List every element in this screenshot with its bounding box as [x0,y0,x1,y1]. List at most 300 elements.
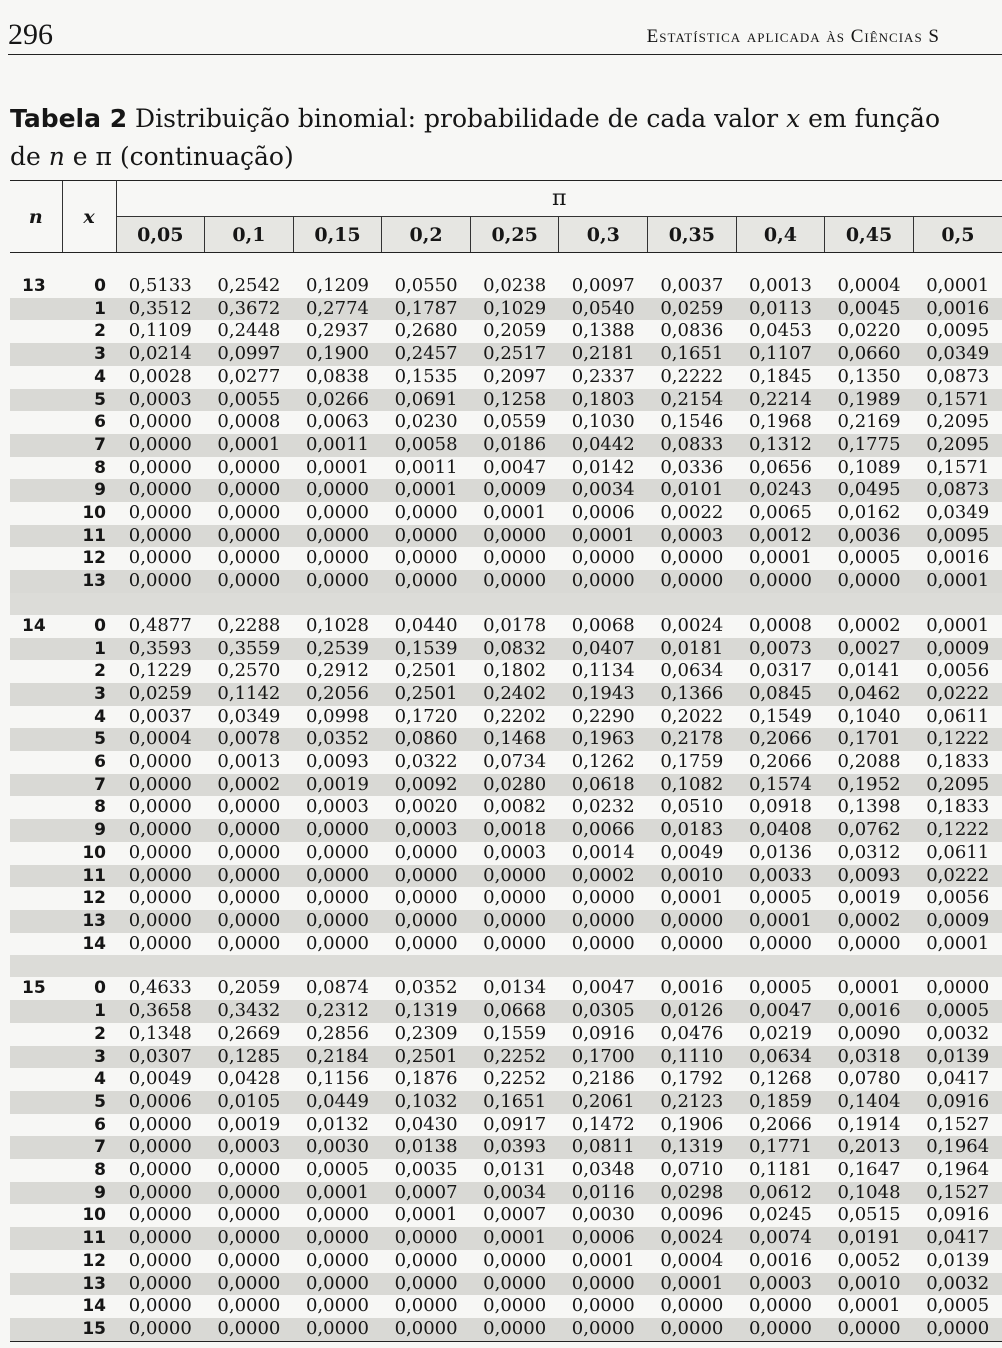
probability-cell: 0,0000 [483,932,547,954]
x-value-cell: 7 [62,1136,116,1159]
probability-cell: 0,0634 [736,1046,825,1069]
probability-cell: 0,0305 [559,1000,648,1023]
probability-cell: 0,0000 [116,479,205,502]
probability-cell: 0,0000 [205,1227,294,1250]
probability-cell: 0,0000 [116,525,205,548]
probability-cell: 0,0001 [470,1227,559,1250]
n-value-cell [10,1159,62,1182]
probability-cell: 0,0024 [660,614,724,636]
caption-text-3: de [10,142,49,171]
probability-cell: 0,0045 [825,298,914,321]
probability-cell: 0,0710 [660,1159,724,1181]
probability-cell: 0,0131 [483,1159,547,1181]
probability-cell: 0,0449 [293,1091,382,1114]
probability-cell: 0,2539 [293,638,382,661]
probability-cell: 0,0001 [736,910,825,933]
probability-cell: 0,0001 [382,479,471,502]
probability-cell: 0,0011 [293,434,382,457]
table-row [10,615,1002,638]
probability-cell: 0,1107 [736,343,825,366]
probability-cell: 0,0000 [128,751,192,773]
probability-cell: 0,0004 [116,728,205,751]
probability-cell: 0,1319 [382,1000,471,1023]
probability-cell: 0,0000 [128,1159,192,1181]
probability-cell: 0,0222 [913,683,1002,706]
probability-cell: 0,0916 [571,1022,635,1044]
probability-cell: 0,2059 [483,320,547,342]
n-value-cell [10,1046,62,1069]
probability-cell: 0,0515 [837,1204,901,1226]
probability-cell: 0,1350 [837,365,901,387]
probability-cell: 0,4633 [128,977,192,999]
pi-value-header: 0,5 [913,217,1002,253]
probability-cell: 0,0259 [648,298,737,321]
probability-cell: 0,0019 [837,887,901,909]
probability-cell: 0,0000 [128,547,192,569]
n-value-cell [10,933,62,956]
probability-cell: 0,0000 [116,1227,205,1250]
table-row [10,457,1002,480]
probability-cell: 0,4877 [128,614,192,636]
probability-cell: 0,0352 [394,977,458,999]
n-value-cell [10,774,62,797]
page-header [0,0,1002,56]
table-row [10,887,1002,910]
probability-cell: 0,0003 [205,1136,294,1159]
x-value-cell: 8 [94,1160,106,1181]
x-value-cell: 6 [94,1114,106,1135]
probability-cell: 0,0016 [926,547,990,569]
probability-cell: 0,0000 [116,434,205,457]
probability-cell: 0,1900 [293,343,382,366]
probability-cell: 0,0811 [559,1136,648,1159]
probability-cell: 0,0005 [926,1295,990,1317]
probability-cell: 0,0001 [837,977,901,999]
probability-cell: 0,0000 [559,570,648,593]
probability-cell: 0,0266 [293,389,382,412]
probability-cell: 0,0008 [217,411,281,433]
table-row [10,1182,1002,1205]
probability-cell: 0,3672 [205,298,294,321]
probability-cell: 0,0000 [382,1273,471,1296]
table-row [10,298,1002,321]
probability-cell: 0,0001 [571,1249,635,1271]
probability-cell: 0,2184 [293,1046,382,1069]
n-value-cell [10,525,62,548]
probability-cell: 0,2252 [470,1046,559,1069]
probability-cell: 0,0047 [571,977,635,999]
probability-cell: 0,0001 [293,1182,382,1205]
probability-cell: 0,1539 [382,638,471,661]
pi-value-header: 0,15 [293,217,382,253]
probability-cell: 0,0277 [217,365,281,387]
probability-cell: 0,1181 [748,1159,812,1181]
column-header-x: x [62,181,116,253]
table-row [10,1091,1002,1114]
probability-cell: 0,0000 [660,547,724,569]
probability-cell: 0,1030 [571,411,635,433]
table-row [10,1068,1002,1091]
probability-cell: 0,0000 [293,819,382,842]
probability-cell: 0,1943 [559,683,648,706]
probability-cell: 0,0000 [382,570,471,593]
probability-cell: 0,0873 [926,365,990,387]
group-separator-cell [10,955,1002,977]
probability-cell: 0,0000 [217,932,281,954]
probability-cell: 0,5133 [128,275,192,296]
probability-cell: 0,1472 [571,1113,635,1135]
probability-cell: 0,2066 [736,728,825,751]
probability-cell: 0,0873 [913,479,1002,502]
probability-cell: 0,0005 [837,547,901,569]
table-caption [10,100,1000,176]
probability-cell: 0,0126 [648,1000,737,1023]
probability-cell: 0,0408 [736,819,825,842]
probability-cell: 0,0065 [748,502,812,524]
x-value-cell: 3 [62,1046,116,1069]
probability-cell: 0,1156 [305,1068,369,1090]
probability-cell: 0,0000 [483,547,547,569]
probability-cell: 0,2501 [382,1046,471,1069]
probability-cell: 0,0349 [926,502,990,524]
probability-cell: 0,0000 [926,977,990,999]
probability-cell: 0,0000 [483,1249,547,1271]
probability-cell: 0,0000 [305,887,369,909]
probability-cell: 0,0220 [837,320,901,342]
probability-cell: 0,0030 [571,1204,635,1226]
x-value-cell: 9 [62,1182,116,1205]
probability-cell: 0,0668 [470,1000,559,1023]
probability-cell: 0,0090 [837,1022,901,1044]
probability-cell: 0,1859 [736,1091,825,1114]
probability-cell: 0,0047 [483,456,547,478]
probability-cell: 0,0000 [293,479,382,502]
probability-cell: 0,0476 [660,1022,724,1044]
probability-cell: 0,0068 [571,614,635,636]
pi-value-header: 0,35 [648,217,737,253]
probability-cell: 0,1651 [648,343,737,366]
probability-cell: 0,0003 [648,525,737,548]
x-value-cell: 14 [82,933,106,954]
page-number: 296 [8,18,53,51]
probability-cell: 0,0012 [736,525,825,548]
probability-cell: 0,1651 [470,1091,559,1114]
pi-value-header: 0,4 [736,217,825,253]
probability-cell: 0,0032 [926,1022,990,1044]
probability-cell: 0,1535 [394,365,458,387]
probability-cell: 0,0000 [205,1318,294,1341]
pi-value-header: 0,25 [470,217,559,253]
probability-cell: 0,0052 [837,1249,901,1271]
probability-cell: 0,1110 [648,1046,737,1069]
table-row [10,1000,1002,1023]
x-value-cell: 4 [94,1069,106,1090]
probability-cell: 0,0417 [926,1068,990,1090]
probability-cell: 0,0056 [926,887,990,909]
n-value-cell [10,434,62,457]
probability-cell: 0,0186 [470,434,559,457]
probability-cell: 0,2088 [837,751,901,773]
probability-cell: 0,0006 [116,1091,205,1114]
x-value-cell: 12 [82,548,106,569]
x-value-cell: 2 [94,661,106,682]
probability-cell: 0,0336 [660,456,724,478]
table-header [10,181,1002,253]
probability-cell: 0,0000 [217,502,281,524]
probability-cell: 0,0000 [116,865,205,888]
x-value-cell: 6 [94,752,106,773]
probability-cell: 0,0037 [660,275,724,296]
probability-cell: 0,0006 [571,502,635,524]
table-row [10,819,1002,842]
probability-cell: 0,0007 [382,1182,471,1205]
probability-cell: 0,1845 [748,365,812,387]
probability-cell: 0,0004 [837,275,901,296]
probability-cell: 0,0005 [913,1000,1002,1023]
table-row [10,1046,1002,1069]
n-value-cell [10,502,62,525]
probability-cell: 0,0417 [913,1227,1002,1250]
probability-cell: 0,0001 [913,570,1002,593]
table-row [10,1227,1002,1250]
probability-cell: 0,0000 [128,887,192,909]
probability-cell: 0,0000 [483,1295,547,1317]
probability-cell: 0,0132 [305,1113,369,1135]
probability-cell: 0,0000 [128,1204,192,1226]
probability-cell: 0,0178 [483,614,547,636]
probability-cell: 0,0000 [128,1113,192,1135]
probability-cell: 0,1348 [128,1022,192,1044]
probability-cell: 0,0348 [571,1159,635,1181]
table-row [10,1250,1002,1273]
table-row [10,1273,1002,1296]
probability-cell: 0,0134 [483,977,547,999]
probability-cell: 0,0833 [648,434,737,457]
caption-label: Tabela 2 [10,104,128,133]
probability-cell: 0,0036 [825,525,914,548]
probability-cell: 0,0000 [382,1318,471,1341]
probability-cell: 0,0009 [470,479,559,502]
probability-cell: 0,0000 [128,796,192,818]
x-value-cell: 5 [62,728,116,751]
probability-cell: 0,0139 [926,1249,990,1271]
probability-cell: 0,0219 [748,1022,812,1044]
probability-cell: 0,0095 [913,525,1002,548]
probability-cell: 0,2022 [660,705,724,727]
probability-cell: 0,1771 [736,1136,825,1159]
probability-cell: 0,1082 [648,774,737,797]
probability-cell: 0,0000 [116,1318,205,1341]
probability-cell: 0,0691 [382,389,471,412]
probability-cell: 0,0317 [748,660,812,682]
probability-cell: 0,1319 [648,1136,737,1159]
probability-cell: 0,1802 [483,660,547,682]
caption-n-symbol: n [48,142,65,171]
x-value-cell: 8 [94,797,106,818]
probability-cell: 0,2186 [571,1068,635,1090]
running-head: Estatística aplicada às Ciências S [646,26,940,47]
probability-cell: 0,0001 [926,932,990,954]
probability-cell: 0,0000 [470,525,559,548]
pi-value-header: 0,05 [116,217,205,253]
table-row [10,683,1002,706]
probability-cell: 0,0032 [913,1273,1002,1296]
probability-cell: 0,0001 [660,887,724,909]
header-rule [8,54,1002,55]
probability-cell: 0,0019 [217,1113,281,1135]
probability-cell: 0,0245 [748,1204,812,1226]
probability-cell: 0,0430 [394,1113,458,1135]
table-row [10,865,1002,888]
probability-cell: 0,0004 [660,1249,724,1271]
x-value-cell: 12 [82,1250,106,1271]
probability-cell: 0,0001 [305,456,369,478]
probability-cell: 0,0010 [648,865,737,888]
table-row [10,1023,1002,1046]
pi-value-header: 0,1 [205,217,294,253]
probability-cell: 0,0034 [559,479,648,502]
n-value-cell [10,1136,62,1159]
probability-cell: 0,1775 [825,434,914,457]
probability-cell: 0,0318 [825,1046,914,1069]
probability-cell: 0,0000 [571,1295,635,1317]
probability-cell: 0,0000 [382,910,471,933]
probability-cell: 0,0618 [559,774,648,797]
n-value-cell [10,796,62,819]
probability-cell: 0,0000 [748,1295,812,1317]
n-value-cell [10,298,62,321]
probability-cell: 0,0000 [217,1159,281,1181]
probability-cell: 0,0191 [825,1227,914,1250]
table-row [10,977,1002,1000]
probability-cell: 0,1968 [748,411,812,433]
probability-cell: 0,0000 [736,570,825,593]
probability-cell: 0,0000 [128,1295,192,1317]
probability-cell: 0,0034 [470,1182,559,1205]
n-value-cell [10,457,62,480]
table-row [10,910,1002,933]
probability-cell: 0,1720 [394,705,458,727]
probability-cell: 0,0003 [382,819,471,842]
x-value-cell: 2 [94,1023,106,1044]
probability-cell: 0,0917 [483,1113,547,1135]
x-value-cell: 5 [62,389,116,412]
probability-cell: 0,0259 [116,683,205,706]
probability-cell: 0,1312 [736,434,825,457]
column-header-n: n [10,181,62,253]
probability-cell: 0,2066 [748,1113,812,1135]
table-row [10,1136,1002,1159]
probability-cell: 0,0019 [293,774,382,797]
probability-cell: 0,0000 [128,502,192,524]
x-value-cell: 10 [82,503,106,524]
n-value-cell [10,1068,62,1091]
probability-cell: 0,1701 [825,728,914,751]
probability-cell: 0,0000 [648,570,737,593]
probability-cell: 0,0082 [483,796,547,818]
n-value-cell [10,638,62,661]
n-value-cell [10,1182,62,1205]
n-value-cell [10,1204,62,1227]
probability-cell: 0,0000 [825,1318,914,1341]
x-value-cell: 9 [62,479,116,502]
probability-cell: 0,0611 [926,705,990,727]
probability-cell: 0,2669 [217,1022,281,1044]
probability-cell: 0,0002 [837,614,901,636]
probability-cell: 0,0000 [382,525,471,548]
probability-cell: 0,0000 [217,456,281,478]
probability-cell: 0,2288 [217,614,281,636]
probability-cell: 0,0022 [660,502,724,524]
pi-value-header: 0,3 [559,217,648,253]
x-value-cell: 0 [94,978,106,999]
probability-cell: 0,2095 [913,434,1002,457]
n-value-cell [10,1295,62,1318]
n-value-cell [10,660,62,683]
probability-cell: 0,3658 [116,1000,205,1023]
probability-cell: 0,0055 [205,389,294,412]
probability-cell: 0,0000 [116,774,205,797]
probability-cell: 0,1792 [660,1068,724,1090]
n-value-cell [10,1023,62,1046]
probability-cell: 0,0162 [837,502,901,524]
probability-cell: 0,1833 [926,796,990,818]
probability-cell: 0,0005 [748,977,812,999]
probability-cell: 0,0001 [483,502,547,524]
probability-cell: 0,0495 [825,479,914,502]
n-value-cell [10,1114,62,1137]
probability-cell: 0,0000 [571,932,635,954]
table-row [10,479,1002,502]
probability-cell: 0,0000 [660,1295,724,1317]
probability-cell: 0,1468 [470,728,559,751]
probability-cell: 0,0442 [559,434,648,457]
probability-cell: 0,0002 [559,865,648,888]
probability-cell: 0,3593 [116,638,205,661]
probability-cell: 0,0138 [382,1136,471,1159]
probability-cell: 0,1787 [382,298,471,321]
pi-values-row [10,217,1002,253]
probability-cell: 0,0113 [736,298,825,321]
x-value-cell: 12 [82,888,106,909]
probability-cell: 0,1546 [660,411,724,433]
table-row [10,547,1002,570]
x-value-cell: 15 [62,1318,116,1341]
probability-cell: 0,0000 [217,887,281,909]
probability-cell: 0,2501 [382,683,471,706]
x-value-cell: 11 [62,865,116,888]
probability-cell: 0,1258 [470,389,559,412]
table-row [10,320,1002,343]
probability-cell: 0,0000 [305,547,369,569]
probability-cell: 0,0000 [217,547,281,569]
probability-cell: 0,0000 [128,411,192,433]
probability-cell: 0,0000 [128,456,192,478]
probability-cell: 0,2457 [382,343,471,366]
probability-cell: 0,0066 [559,819,648,842]
probability-cell: 0,0078 [205,728,294,751]
probability-cell: 0,0000 [648,910,737,933]
probability-cell: 0,0020 [394,796,458,818]
probability-cell: 0,0612 [736,1182,825,1205]
probability-cell: 0,0058 [382,434,471,457]
probability-cell: 0,2056 [293,683,382,706]
table-row [10,706,1002,729]
probability-cell: 0,0047 [736,1000,825,1023]
probability-cell: 0,0407 [559,638,648,661]
probability-cell: 0,1989 [825,389,914,412]
group-separator [10,253,1002,276]
